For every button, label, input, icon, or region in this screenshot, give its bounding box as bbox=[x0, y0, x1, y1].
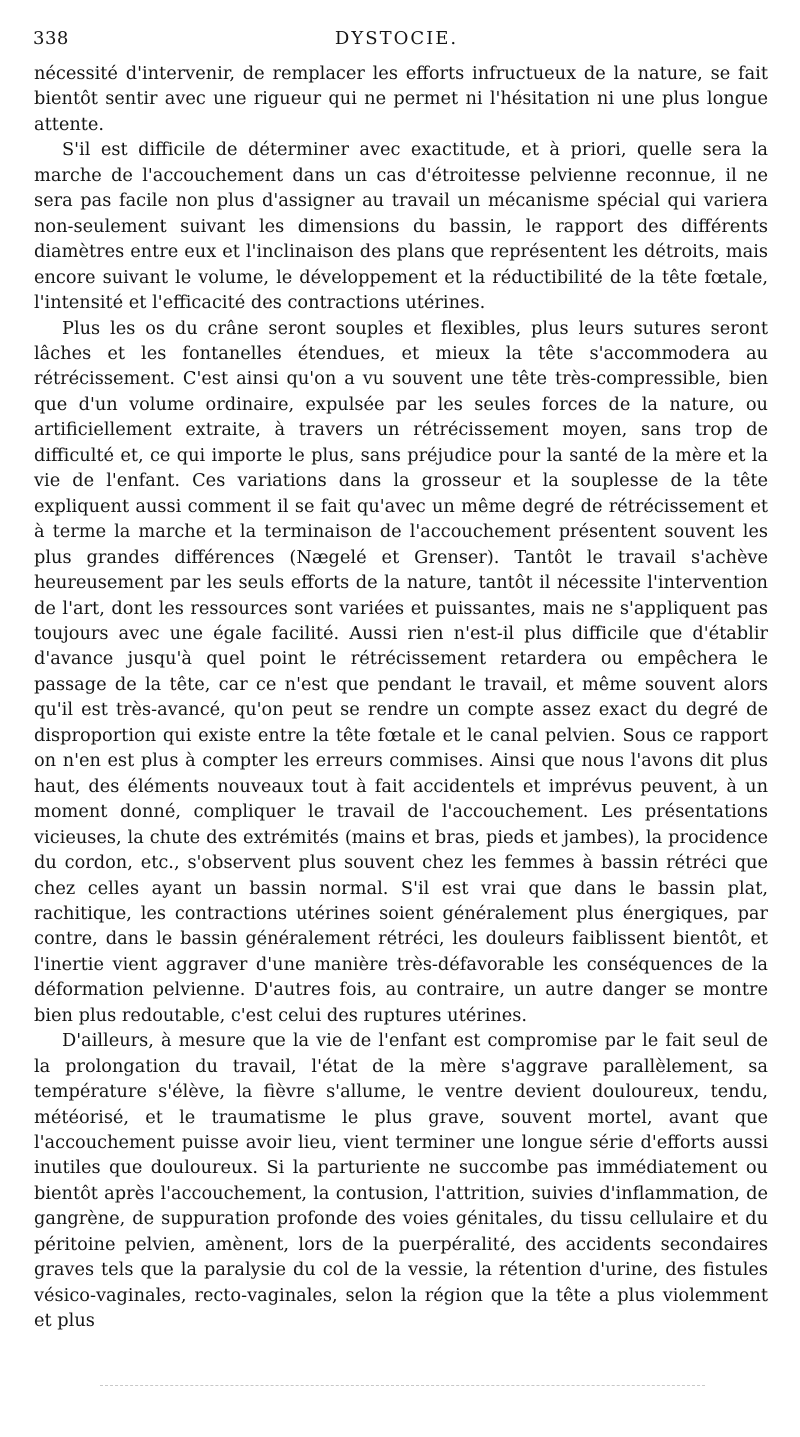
page-number: 338 bbox=[33, 28, 69, 49]
body-text bbox=[34, 62, 768, 1335]
paragraph: D'ailleurs, à mesure que la vie de l'enfant est compromise par le fait seul de la prolongation du travail, l'état de la mère s'aggrave parallèlement, sa température s'élève, la fièvre s'allume, le ventre devient douloureux, tendu, météorisé, et le traumatisme le plus grave, souvent mortel, avant que l'accouchement puisse avoir lieu, vient terminer une longue série d'efforts aussi inutiles que douloureux. Si la parturiente ne succombe pas immédiatement ou bientôt après l'accouchement, la contusion, l'attrition, suivies d'inflammation, de gangrène, de suppuration profonde des voies génitales, du tissu cellulaire et du péritoine pelvien, amènent, lors de la puerpéralité, des accidents secondaires graves tels que la paralysie du col de la vessie, la rétention d'urine, des fistules vésico-vaginales, recto-vaginales, selon la région que la tête a plus violemment et plus bbox=[34, 1031, 768, 1332]
running-title: DYSTOCIE. bbox=[334, 28, 459, 49]
paragraph-continued: nécessité d'intervenir, de remplacer les efforts infructueux de la nature, se fait bientôt sentir avec une rigueur qui ne permet ni l'hésitation ni une plus longue attente. bbox=[34, 64, 768, 135]
paragraph: Plus les os du crâne seront souples et flexibles, plus leurs sutures seront lâches et les fontanelles étendues, et mieux la tête s'accommodera au rétrécissement. C'est ainsi qu'on a vu souvent une tête très-compressible, bien que d'un volume ordinaire, expulsée par les seules forces de la nature, ou artificiellement extraite, à travers un rétrécissement moyen, sans trop de difficulté et, ce qui importe le plus, sans préjudice pour la santé de la mère et la vie de l'enfant. Ces variations dans la grosseur et la souplesse de la tête expliquent aussi comment il se fait qu'avec un même degré de rétrécissement et à terme la marche et la terminaison de l'accouchement présentent souvent les plus grandes différences (Nægelé et Grenser). Tantôt le travail s'achève heureusement par les seuls efforts de la nature, tantôt il nécessite l'intervention de l'art, dont les ressources sont variées et puissantes, mais ne s'appliquent pas toujours avec une égale facilité. Aussi rien n'est-il plus difficile que d'établir d'avance jusqu'à quel point le rétrécissement retardera ou empêchera le passage de la tête, car ce n'est que pendant le travail, et même souvent alors qu'il est très-avancé, qu'on peut se rendre un compte assez exact du degré de disproportion qui existe entre la tête fœtale et le canal pelvien. Sous ce rapport on n'en est plus à compter les erreurs commises. Ainsi que nous l'avons dit plus haut, des éléments nouveaux tout à fait accidentels et imprévus peuvent, à un moment donné, compliquer le travail de l'accouchement. Les présentations vicieuses, la chute des extrémités (mains et bras, pieds et jambes), la procidence du cordon, etc., s'observent plus souvent chez les femmes à bassin rétréci que chez celles ayant un bassin normal. S'il est vrai que dans le bassin plat, rachitique, les contractions utérines soient généralement plus énergiques, par contre, dans le bassin généralement rétréci, les douleurs faiblissent bientôt, et l'inertie vient aggraver d'une manière très-défavorable les conséquences de la déformation pelvienne. D'autres fois, au contraire, un autre danger se montre bien plus redoutable, c'est celui des ruptures utérines. bbox=[34, 318, 768, 1026]
footer-rule bbox=[100, 1385, 705, 1386]
page-header bbox=[33, 28, 760, 56]
paragraph: S'il est difficile de déterminer avec exactitude, et à priori, quelle sera la marche de l'accouchement dans un cas d'étroitesse pelvienne reconnue, il ne sera pas facile non plus d'assigner au travail un mécanisme spécial qui variera non-seulement suivant les dimensions du bassin, le rapport des différents diamètres entre eux et l'inclinaison des plans que représentent les détroits, mais encore suivant le volume, le développement et la réductibilité de la tête fœtale, l'intensité et l'efficacité des contractions utérines. bbox=[34, 140, 768, 314]
